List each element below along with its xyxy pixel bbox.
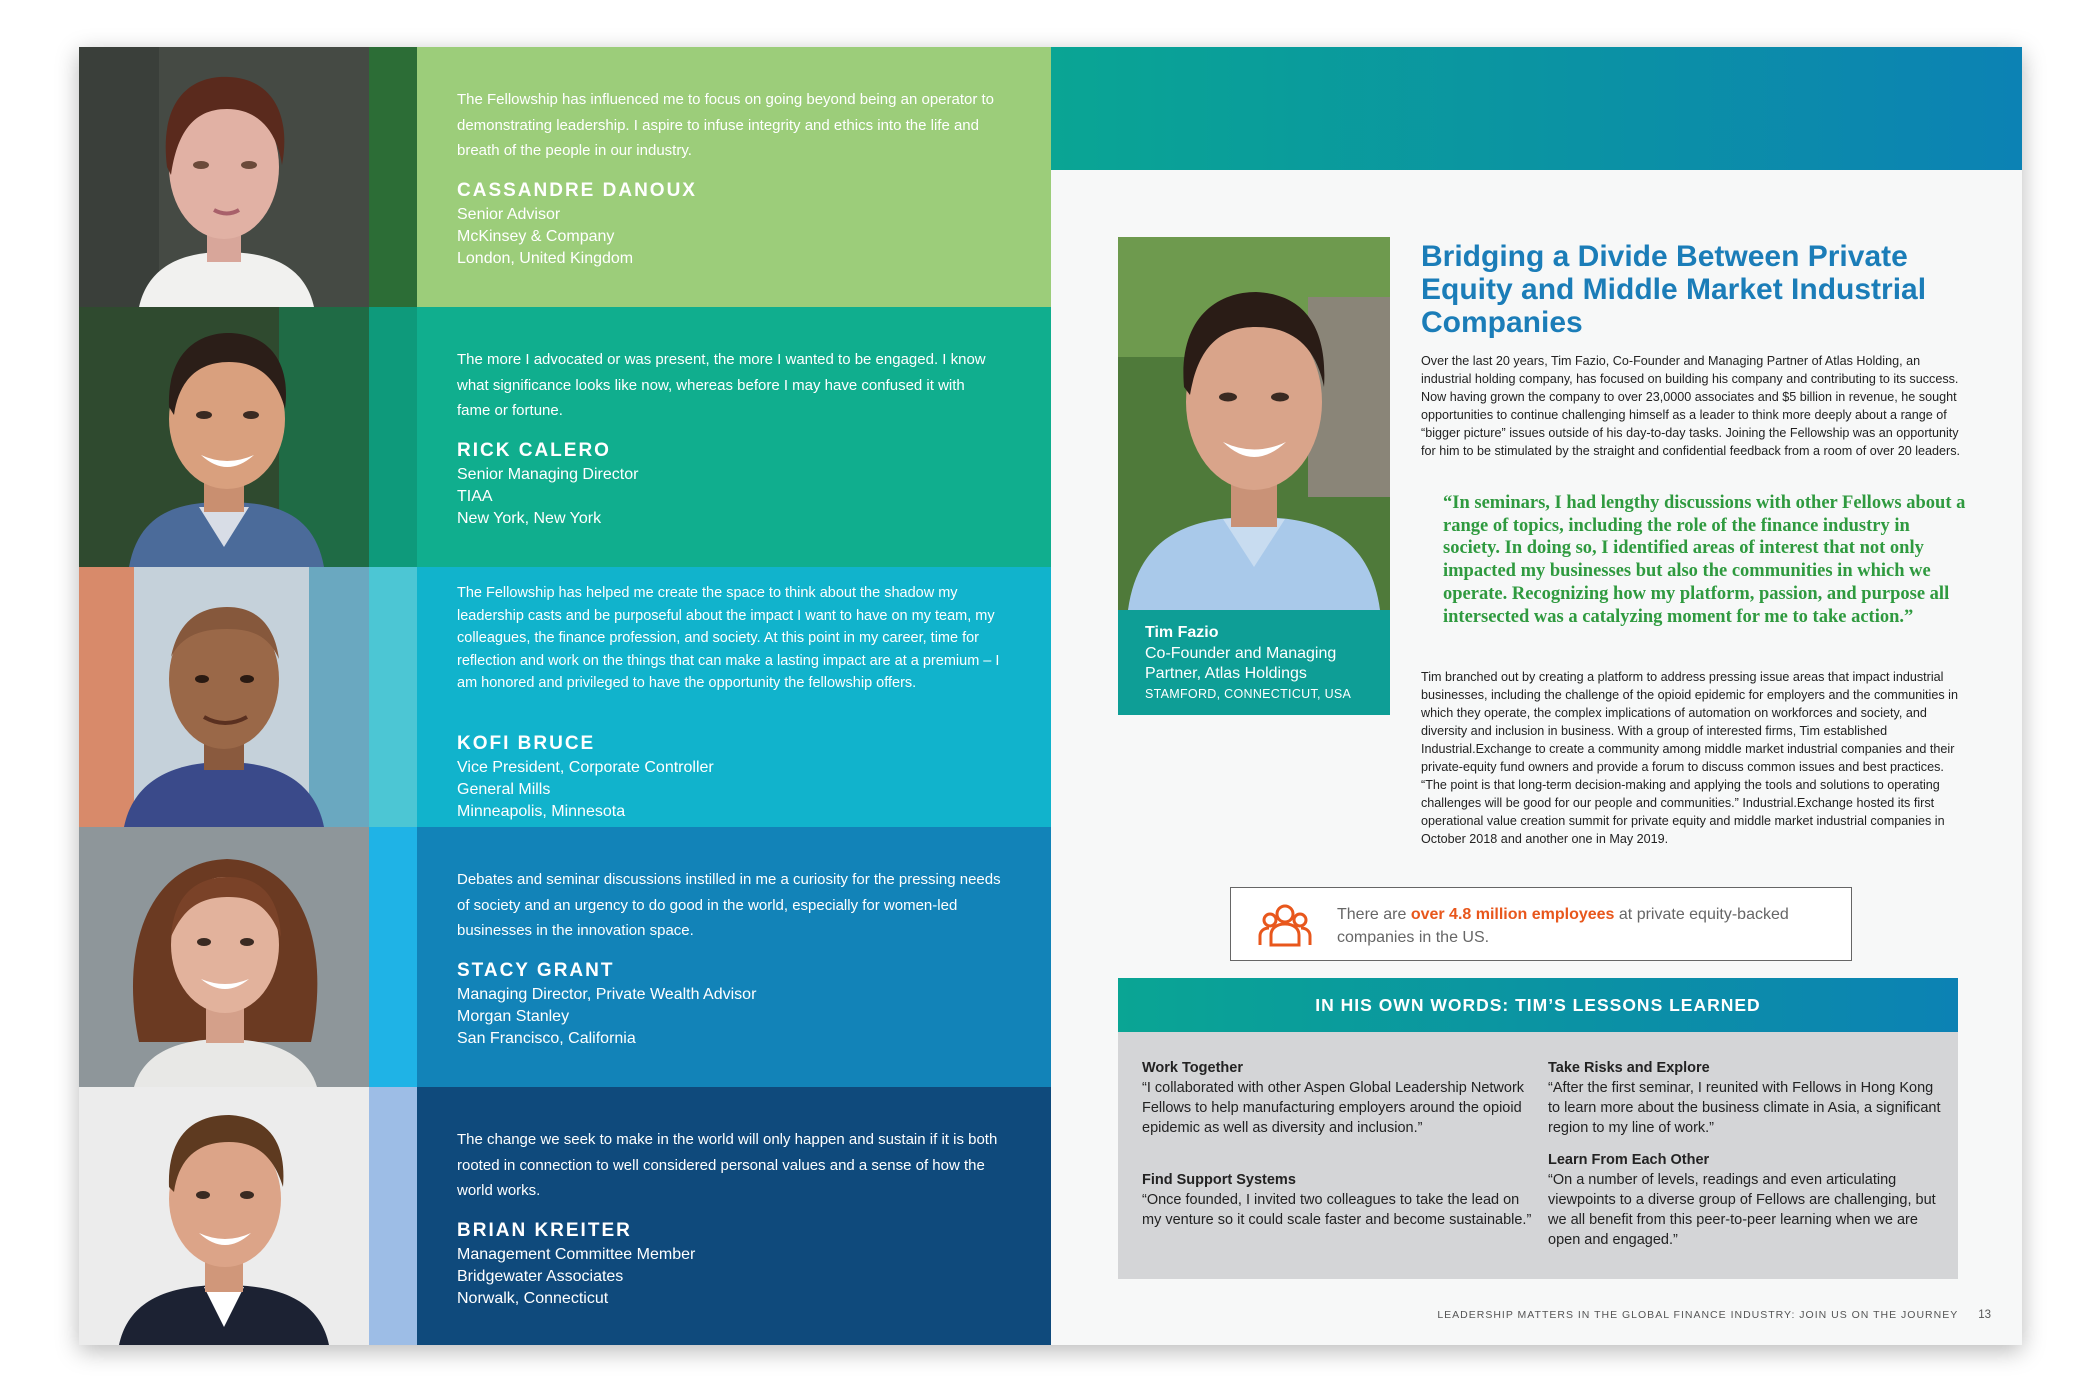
fellow-company: Bridgewater Associates: [457, 1268, 624, 1285]
feature-title: Co-Founder and Managing Partner, Atlas Holdings: [1145, 645, 1337, 682]
fellow-company: TIAA: [457, 488, 493, 505]
fellow-name: RICK CALERO: [457, 440, 611, 461]
accent-strip: [369, 47, 417, 307]
lesson-text: “Once founded, I invited two colleagues to take the lead on my venture so it could scale faster and become sustainable.”: [1142, 1192, 1532, 1228]
lesson-title: Work Together: [1142, 1060, 1243, 1076]
fellow-title: Managing Director, Private Wealth Advisor: [457, 986, 757, 1003]
testimonial-quote: Debates and seminar discussions instilled in me a curiosity for the pressing needs of society and an urgency to do good in the world, especially for women-led businesses in the innovation space.: [457, 871, 1001, 939]
fellow-name: BRIAN KREITER: [457, 1220, 632, 1241]
lesson-text: “I collaborated with other Aspen Global Leadership Network Fellows to help manufacturing employers around the opioid epidemic as well as diversity and inclusion.”: [1142, 1080, 1525, 1136]
portrait-photo: [79, 827, 369, 1087]
testimonial-panel: [417, 1087, 1051, 1345]
feature-name: Tim Fazio: [1145, 624, 1219, 641]
testimonial-quote: The more I advocated or was present, the more I wanted to be engaged. I know what significance looks like now, whereas before I may have confused it with fame or fortune.: [457, 351, 986, 419]
fellow-location: London, United Kingdom: [457, 250, 634, 267]
accent-strip: [369, 567, 417, 827]
accent-strip: [369, 1087, 417, 1345]
fellow-company: Morgan Stanley: [457, 1008, 570, 1025]
profile-row: [79, 307, 1051, 567]
fellow-company: McKinsey & Company: [457, 228, 615, 245]
lesson-text: “On a number of levels, readings and even articulating viewpoints to a diverse group of Fellows are challenging, but we all benefit from this peer-to-peer learning when we are open and engaged.”: [1548, 1172, 1936, 1248]
lessons-box: [1118, 1032, 1958, 1279]
body-paragraph: Tim branched out by creating a platform to address pressing issue areas that impact industrial businesses, including the challenge of the opioid epidemic for employers and the communities in which they operate, the complex implications of automation on workforces and society, and diversity and inclusion in business. With a group of interested firms, Tim established Industrial.Exchange to create a community among middle market industrial companies and their private-equity fund owners and provide a forum to discuss common issues and best practices. “The point is that long-term decision-making and applying the tools and solutions to operating challenges will be good for our people and communities.” Industrial.Exchange hosted its first operational value creation summit for private equity and middle market industrial companies in October 2018 and another one in May 2019.: [1421, 670, 1958, 846]
profile-row: [79, 567, 1051, 827]
fellow-location: San Francisco, California: [457, 1030, 636, 1047]
lesson-item: [1548, 1058, 1948, 1138]
lesson-title: Find Support Systems: [1142, 1172, 1296, 1188]
testimonial-panel: [417, 827, 1051, 1087]
fellow-location: Norwalk, Connecticut: [457, 1290, 609, 1307]
profile-row: [79, 1087, 1051, 1345]
testimonial-panel: [417, 567, 1051, 827]
accent-strip: [369, 827, 417, 1087]
people-group-icon: [1257, 903, 1313, 947]
testimonial-panel: [417, 47, 1051, 307]
feature-portrait-photo: [1118, 237, 1390, 610]
lesson-text: “After the first seminar, I reunited with Fellows in Hong Kong to learn more about the business climate in Asia, a significant region to my line of work.”: [1548, 1080, 1941, 1136]
lesson-title: Take Risks and Explore: [1548, 1060, 1710, 1076]
stat-callout: [1230, 887, 1852, 961]
fellow-name: CASSANDRE DANOUX: [457, 180, 697, 201]
fellow-title: Vice President, Corporate Controller: [457, 759, 714, 776]
feature-location: STAMFORD, CONNECTICUT, USA: [1145, 687, 1352, 701]
article-headline: Bridging a Divide Between Private Equity and Middle Market Industrial Companies: [1421, 240, 1927, 339]
brochure-spread: [79, 47, 2022, 1345]
header-banner: [1051, 47, 2022, 170]
page-footer: [1411, 1309, 1991, 1321]
portrait-photo: [79, 567, 369, 827]
running-title: LEADERSHIP MATTERS IN THE GLOBAL FINANCE INDUSTRY: JOIN US ON THE JOURNEY: [1437, 1309, 1959, 1321]
fellow-name: KOFI BRUCE: [457, 733, 596, 754]
lesson-title: Learn From Each Other: [1548, 1152, 1710, 1168]
stat-text: [1337, 904, 1837, 949]
right-page-feature: [1051, 47, 2022, 1345]
fellow-title: Management Committee Member: [457, 1246, 696, 1263]
pull-quote: “In seminars, I had lengthy discussions with other Fellows about a range of topics, including the role of the finance industry in society. In doing so, I identified areas of interest that not only impacted my businesses but also the communities in which we operate. Recognizing how my platform, passion, and purpose all intersected was a catalyzing moment for me to take action.”: [1443, 493, 1966, 627]
left-page-profiles: [79, 47, 1051, 1345]
portrait-photo: [79, 1087, 369, 1345]
stat-suffix: at private equity-backed companies in the US.: [1337, 906, 1789, 946]
accent-strip: [369, 307, 417, 567]
profile-row: [79, 47, 1051, 307]
fellow-name: STACY GRANT: [457, 960, 615, 981]
fellow-title: Senior Advisor: [457, 206, 561, 223]
lesson-item: [1548, 1150, 1948, 1250]
fellow-company: General Mills: [457, 781, 551, 798]
fellow-location: New York, New York: [457, 510, 602, 527]
testimonial-quote: The change we seek to make in the world will only happen and sustain if it is both rooted in connection to well considered personal values and a sense of how the world works.: [457, 1131, 998, 1199]
page-number: 13: [1978, 1309, 1991, 1321]
intro-paragraph: Over the last 20 years, Tim Fazio, Co-Founder and Managing Partner of Atlas Holding, an industrial holding company, has focused on building his company and contributing to its success. Now having grown the company to over 23,0000 associates and $5 billion in revenue, he sought opportunities to continue challenging himself as a leader to think more deeply about a range of “bigger picture” issues outside of his day-to-day tasks. Joining the Fellowship was an opportunity for him to be stimulated by the straight and confidential feedback from a room of over 20 leaders.: [1421, 354, 1961, 458]
portrait-photo: [79, 307, 369, 567]
stat-prefix: There are: [1337, 906, 1411, 923]
lesson-item: [1142, 1058, 1542, 1138]
portrait-photo: [79, 47, 369, 307]
lessons-heading: IN HIS OWN WORDS: TIM’S LESSONS LEARNED: [1118, 978, 1958, 1032]
fellow-location: Minneapolis, Minnesota: [457, 803, 626, 820]
testimonial-panel: [417, 307, 1051, 567]
feature-caption: [1118, 610, 1390, 715]
lesson-item: [1142, 1170, 1542, 1230]
fellow-title: Senior Managing Director: [457, 466, 639, 483]
testimonial-quote: The Fellowship has helped me create the space to think about the shadow my leadership casts and be purposeful about the impact I want to have on my team, my colleagues, the finance profession, and society. At this point in my career, time for reflection and work on the things that can make a lasting impact are at a premium – I am honored and privileged to have the opportunity the fellowship offers.: [457, 585, 1000, 691]
profile-row: [79, 827, 1051, 1087]
testimonial-quote: The Fellowship has influenced me to focus on going beyond being an operator to demonstrating leadership. I aspire to infuse integrity and ethics into the life and breath of the people in our industry.: [457, 91, 995, 159]
stat-highlight: over 4.8 million employees: [1410, 906, 1615, 923]
